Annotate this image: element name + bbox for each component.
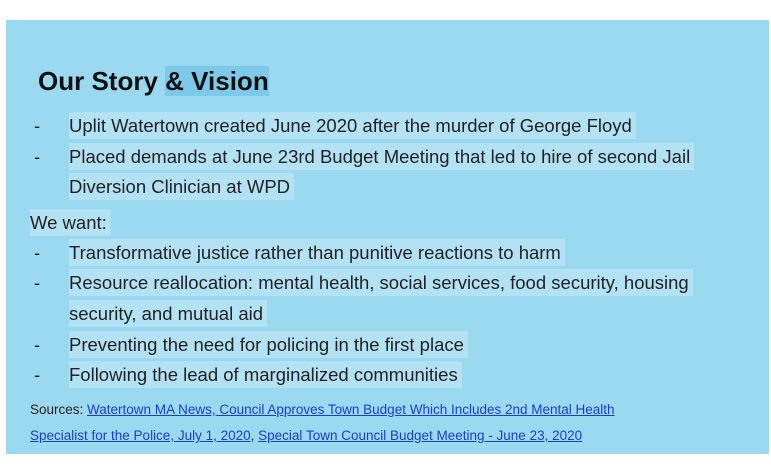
slide-title [38,64,269,98]
bullet-dash: - [34,272,41,293]
want-item: Preventing the need for policing in the first place [69,331,468,358]
story-item: Placed demands at June 23rd Budget Meeting that led to hire of second Jail [69,143,694,170]
bullet-dash: - [34,115,41,136]
bullet-dash: - [34,242,41,263]
want-item: Transformative justice rather than punitive reactions to harm [69,239,565,266]
title-plain: Our Story [38,66,158,96]
source-link-council-meeting[interactable]: Special Town Council Budget Meeting - June 23, 2020 [258,428,583,443]
sources-label: Sources: [30,402,84,417]
want-item-continuation: security, and mutual aid [69,300,267,327]
want-item: Resource reallocation: mental health, social services, food security, housing [69,269,693,296]
bullet-dash: - [34,334,41,355]
source-link-watertown-news[interactable]: Watertown MA News, Council Approves Town Budget Which Includes 2nd Mental Health [87,402,615,417]
we-want-label: We want: [30,209,111,236]
bullet-dash: - [34,146,41,167]
sources-line-1 [30,400,615,420]
slide-panel [6,20,769,454]
story-item: Uplit Watertown created June 2020 after the murder of George Floyd [69,112,636,139]
sources-separator: , [250,428,255,443]
sources-line-2 [30,426,582,446]
want-item: Following the lead of marginalized communities [69,361,462,388]
story-item-continuation: Diversion Clinician at WPD [69,173,294,200]
source-link-watertown-news-cont[interactable]: Specialist for the Police, July 1, 2020 [30,428,251,443]
title-highlight: & Vision [165,66,269,96]
bullet-dash: - [34,364,41,385]
